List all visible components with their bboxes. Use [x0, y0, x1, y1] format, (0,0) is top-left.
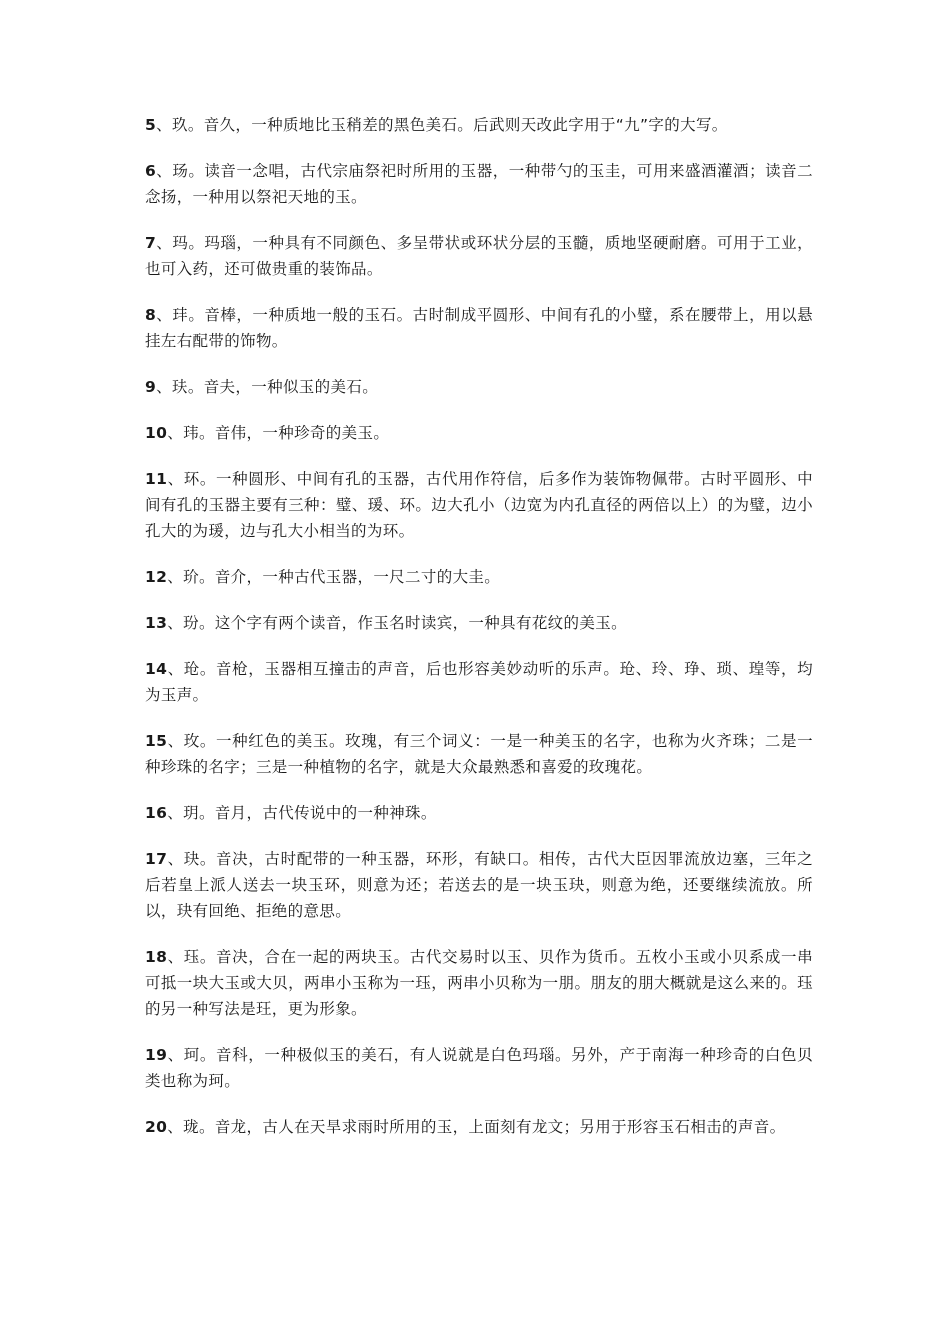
entry-17	[145, 846, 813, 924]
entry-11	[145, 466, 813, 544]
entry-number: 7	[145, 234, 157, 252]
entry-number: 20	[145, 1118, 168, 1136]
entry-number: 11	[145, 470, 168, 488]
entry-16	[145, 800, 813, 826]
entry-5	[145, 112, 813, 138]
entry-text: 、珏。音决，合在一起的两块玉。古代交易时以玉、贝作为货币。五枚小玉或小贝系成一串可抵一块大玉或大贝，两串小玉称为一珏，两串小贝称为一朋。朋友的朋大概就是这么来的。珏的另一种写法是玨，更为形象。	[145, 948, 813, 1018]
entry-13	[145, 610, 813, 636]
entry-number: 14	[145, 660, 168, 678]
entry-text: 、玫。一种红色的美玉。玫瑰，有三个词义：一是一种美玉的名字，也称为火齐珠；二是一种珍珠的名字；三是一种植物的名字，就是大众最熟悉和喜爱的玫瑰花。	[145, 732, 813, 776]
entry-9	[145, 374, 813, 400]
entry-text: 、环。一种圆形、中间有孔的玉器，古代用作符信，后多作为装饰物佩带。古时平圆形、中间有孔的玉器主要有三种：璧、瑗、环。边大孔小（边宽为内孔直径的两倍以上）的为璧，边小孔大的为瑗，边与孔大小相当的为环。	[145, 470, 813, 540]
entry-text: 、玮。音伟，一种珍奇的美玉。	[167, 424, 390, 442]
entry-number: 16	[145, 804, 168, 822]
entry-text: 、珑。音龙，古人在天旱求雨时所用的玉，上面刻有龙文；另用于形容玉石相击的声音。	[167, 1118, 786, 1136]
entry-number: 18	[145, 948, 168, 966]
entry-10	[145, 420, 813, 446]
entry-number: 8	[145, 306, 157, 324]
entry-7	[145, 230, 813, 282]
entry-text: 、玛。玛瑙，一种具有不同颜色、多呈带状或环状分层的玉髓，质地坚硬耐磨。可用于工业，也可入药，还可做贵重的装饰品。	[145, 234, 813, 278]
document-body	[145, 112, 813, 1160]
entry-number: 5	[145, 116, 157, 134]
entry-text: 、玤。音棒，一种质地一般的玉石。古时制成平圆形、中间有孔的小璧，系在腰带上，用以悬挂左右配带的饰物。	[145, 306, 813, 350]
entry-number: 17	[145, 850, 168, 868]
entry-text: 、玚。读音一念唱，古代宗庙祭祀时所用的玉器，一种带勺的玉圭，可用来盛酒灌酒；读音二念扬，一种用以祭祀天地的玉。	[145, 162, 813, 206]
entry-text: 、玦。音决，古时配带的一种玉器，环形，有缺口。相传，古代大臣因罪流放边塞，三年之后若皇上派人送去一块玉环，则意为还；若送去的是一块玉玦，则意为绝，还要继续流放。所以，玦有回绝、拒绝的意思。	[145, 850, 813, 920]
entry-19	[145, 1042, 813, 1094]
entry-number: 13	[145, 614, 168, 632]
entry-15	[145, 728, 813, 780]
entry-18	[145, 944, 813, 1022]
entry-8	[145, 302, 813, 354]
entry-text: 、玥。音月，古代传说中的一种神珠。	[167, 804, 437, 822]
entry-text: 、玠。音介，一种古代玉器，一尺二寸的大圭。	[167, 568, 501, 586]
entry-text: 、玖。音久，一种质地比玉稍差的黑色美石。后武则天改此字用于“九”字的大写。	[156, 116, 728, 134]
entry-6	[145, 158, 813, 210]
entry-text: 、玱。音枪，玉器相互撞击的声音，后也形容美妙动听的乐声。玱、玲、琤、琐、瑝等，均为玉声。	[145, 660, 813, 704]
entry-text: 、玢。这个字有两个读音，作玉名时读宾，一种具有花纹的美玉。	[167, 614, 627, 632]
entry-number: 9	[145, 378, 157, 396]
entry-number: 15	[145, 732, 168, 750]
entry-number: 12	[145, 568, 168, 586]
entry-number: 6	[145, 162, 157, 180]
entry-number: 10	[145, 424, 168, 442]
entry-text: 、玞。音夫，一种似玉的美石。	[156, 378, 379, 396]
entry-12	[145, 564, 813, 590]
entry-14	[145, 656, 813, 708]
entry-20	[145, 1114, 813, 1140]
entry-number: 19	[145, 1046, 168, 1064]
entry-text: 、珂。音科，一种极似玉的美石，有人说就是白色玛瑙。另外，产于南海一种珍奇的白色贝类也称为珂。	[145, 1046, 813, 1090]
